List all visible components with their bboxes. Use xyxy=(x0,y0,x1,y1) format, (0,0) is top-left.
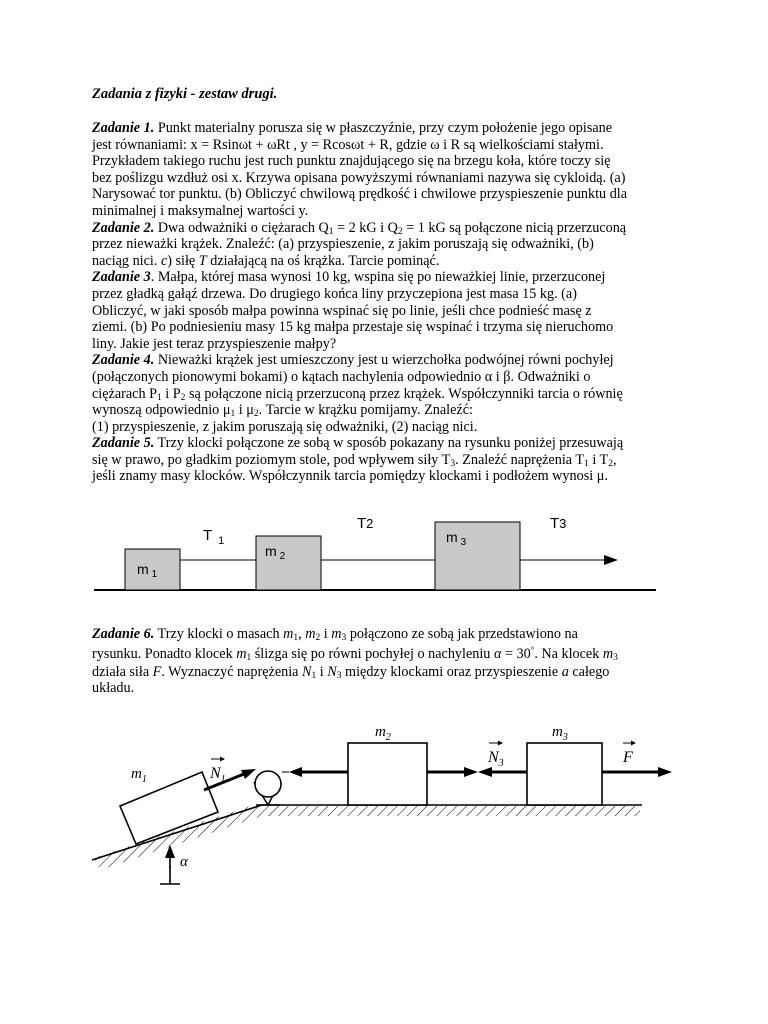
problem-6-text: działa siła xyxy=(92,664,153,680)
var: m xyxy=(236,646,247,662)
problem-6-text: , xyxy=(298,626,306,642)
problem-6-text: . Na klocek xyxy=(534,646,603,662)
problem-6-text: rysunku. Ponadto klocek xyxy=(92,646,237,662)
problem-6-text: i xyxy=(320,626,332,642)
problem-2-text: = 1 kG są połączone nicią przerzuconą xyxy=(402,219,627,236)
block-m2 xyxy=(348,743,427,805)
label-m2 xyxy=(375,724,391,743)
problem-4-text: . Tarcie w krążku pomijamy. Znaleźć: xyxy=(258,402,473,419)
label-subscript: 1 xyxy=(151,569,158,580)
problem-4-text: są połączone nicią przerzuconą przez krążek. Współczynniki tarcia o równię xyxy=(185,385,623,402)
problem-4-text: Nieważki krążek jest umieszczony jest u wierzchołka podwójnej równi pochyłej xyxy=(154,352,614,369)
label-subscript: 1 xyxy=(220,774,226,785)
problem-4-text: ciężarach P xyxy=(92,385,157,402)
problem-1-line-1 xyxy=(92,120,682,137)
problem-6-text xyxy=(92,624,682,696)
vector-arrow-icon xyxy=(631,741,636,746)
label-subscript: 1 xyxy=(141,774,147,785)
subscript: 3 xyxy=(341,633,347,643)
problem-2-line-3 xyxy=(92,253,682,270)
problem-4-line-2: (połączonych pionowymi bokami) o kątach nachylenia odpowiednio α i β. Odważniki o xyxy=(92,368,591,385)
subscript: 1 xyxy=(156,392,162,403)
label-subscript: 1 xyxy=(218,535,225,547)
problem-1-text: Punkt materialny porusza się w płaszczyźnie, przy czym położenie jego opisane xyxy=(154,120,613,136)
label-f: F xyxy=(623,749,633,766)
problem-4-text: wynoszą odpowiednio μ xyxy=(92,402,231,419)
problem-3-label: Zadanie 3 xyxy=(92,269,151,286)
problem-6-text: i xyxy=(316,664,328,680)
label-subscript: 3 xyxy=(562,732,568,743)
problem-2-text: ) siłę xyxy=(167,252,199,269)
problem-2-text: działającą na oś krążka. Tarcie pominąć. xyxy=(206,252,440,269)
problem-2-text: Dwa odważniki o ciężarach Q xyxy=(154,219,329,236)
var: α xyxy=(493,646,502,662)
problem-6-text: Trzy klocki o masach xyxy=(154,626,284,642)
problem-3-text: . Małpa, której masa wynosi 10 kg, wspina się po nieważkiej linie, przerzuconej xyxy=(150,269,606,286)
var: N xyxy=(302,664,312,680)
problem-1-line-6: minimalnej i maksymalnej wartości y. xyxy=(92,202,309,219)
superscript: ° xyxy=(530,645,535,655)
subscript: 1 xyxy=(328,226,334,237)
label-text: m xyxy=(137,561,149,577)
subscript: 1 xyxy=(311,671,317,681)
subscript: 1 xyxy=(293,633,299,643)
subscript: 3 xyxy=(450,458,456,469)
label-text: m xyxy=(552,724,563,740)
problem-5-line-2 xyxy=(92,452,682,469)
problem-2-line-1 xyxy=(92,220,682,237)
problem-1-line-2: jest równaniami: x = Rsinωt + ωRt , y = Rcosωt + R, gdzie ω i R są wielkościami stałymi. xyxy=(92,136,604,153)
problem-3-line-1 xyxy=(92,269,682,286)
var: m xyxy=(305,626,316,642)
subscript: 2 xyxy=(315,633,321,643)
problem-2-text: = 2 kG i Q xyxy=(333,219,398,236)
label-subscript: 3 xyxy=(498,758,504,769)
problem-2-label: Zadanie 2. xyxy=(92,219,155,236)
problem-6-label: Zadanie 6. xyxy=(92,626,155,642)
subscript: 2 xyxy=(253,409,259,420)
arrow-head-icon xyxy=(241,769,256,779)
var: m xyxy=(602,646,614,662)
arrow-head-icon xyxy=(289,767,302,777)
problem-4-line-5: (1) przyspieszenie, z jakim poruszają się odważniki, (2) naciąg nici. xyxy=(92,418,478,435)
label-subscript: 3 xyxy=(460,537,467,548)
label-text: N xyxy=(488,749,499,766)
problem-6-line-3 xyxy=(92,664,682,680)
problem-6-text: całego xyxy=(568,664,610,680)
subscript: 2 xyxy=(397,226,403,237)
label-subscript: 2 xyxy=(279,551,286,562)
problem-1-label: Zadanie 1. xyxy=(92,120,155,136)
problem-5-line-3: jeśli znamy masy klocków. Współczynnik tarcia pomiędzy klockami i podłożem wynosi μ. xyxy=(92,468,608,485)
problems-text xyxy=(92,120,682,485)
problem-5-text: i T xyxy=(588,451,609,468)
problem-5-text: . Znaleźć naprężenia T xyxy=(455,451,585,468)
var: m xyxy=(331,626,342,642)
label-subscript: 2 xyxy=(385,732,391,743)
problem-3-line-2: przez gładką gałąź drzewa. Do drugiego końca liny przyczepiona jest masa 15 kg. (a) xyxy=(92,285,577,302)
var: m xyxy=(283,626,294,642)
label-m1 xyxy=(131,766,147,785)
label-text: m xyxy=(131,766,142,782)
pulley-icon xyxy=(255,771,281,797)
problem-5-text: się w prawo, po gładkim poziomym stole, pod wpływem siły T xyxy=(92,451,451,468)
problem-6-text: = 30 xyxy=(501,646,531,662)
label-text: m xyxy=(446,529,458,545)
vector-arrow-icon xyxy=(498,741,503,746)
arrow-head-icon xyxy=(604,555,618,565)
label-n1 xyxy=(209,765,226,785)
subscript: 1 xyxy=(584,458,589,469)
problem-4-text: i P xyxy=(161,385,181,402)
var: N xyxy=(327,664,337,680)
label-text: T xyxy=(550,515,560,532)
problem-6-text: ślizga się po równi pochyłej o nachyleniu xyxy=(251,646,494,662)
problem-6-line-4: układu. xyxy=(92,680,135,696)
problem-2-text: naciąg nici. xyxy=(92,252,161,269)
vector-arrow-icon xyxy=(220,757,225,762)
label-text: T xyxy=(203,527,213,544)
problem-1-line-3: Przykładem takiego ruchu jest ruch punktu znajdującego się na brzegu koła, które toczy się xyxy=(92,153,611,170)
figure-blocks-on-table xyxy=(0,500,768,610)
subscript: 2 xyxy=(608,458,613,469)
label-subscript: 3 xyxy=(559,516,567,531)
subscript: 1 xyxy=(230,409,236,420)
problem-2-line-2: przez nieważki krążek. Znaleźć: (a) przyspieszenie, z jakim poruszają się odważniki, (b) xyxy=(92,236,594,253)
problem-4-line-3 xyxy=(92,386,682,403)
problem-3-line-4: ziemi. (b) Po podniesieniu masy 15 kg małpa przestaje się wspinać i trzyma się nieruchomo xyxy=(92,319,614,336)
problem-5-text: Trzy klocki połączone ze sobą w sposób pokazany na rysunku poniżej przesuwają xyxy=(154,435,624,452)
label-t1 xyxy=(203,527,224,547)
arrow-head-icon xyxy=(464,767,478,777)
var: F xyxy=(152,664,162,680)
subscript: 3 xyxy=(613,653,618,663)
problem-4-line-1 xyxy=(92,352,682,369)
label-text: T xyxy=(357,515,367,532)
figure-incline-blocks xyxy=(0,708,768,908)
subscript: 3 xyxy=(336,671,342,681)
problem-6-line-1 xyxy=(92,624,682,644)
arrow-head-icon xyxy=(478,767,492,777)
problem-1-line-5: Narysować tor punktu. (b) Obliczyć chwilową prędkość i chwilowe przyspieszenie punktu dla xyxy=(92,186,628,203)
label-alpha: α xyxy=(180,854,188,870)
subscript: 1 xyxy=(246,653,252,663)
label-t3 xyxy=(550,515,566,532)
problem-5-text: , xyxy=(612,451,617,468)
problem-5-label: Zadanie 5. xyxy=(92,435,155,452)
problem-3-line-5: liny. Jakie jest teraz przyspieszenie małpy? xyxy=(92,335,337,352)
problem-4-line-4 xyxy=(92,402,682,419)
problem-2-text: c xyxy=(160,252,168,269)
problem-2-text: T xyxy=(198,252,207,269)
problem-6-text: między klockami oraz przyspieszenie xyxy=(341,664,562,680)
problem-6-text: . Wyznaczyć naprężenia xyxy=(161,664,303,680)
subscript: 2 xyxy=(180,392,186,403)
block-m3 xyxy=(527,743,602,805)
var: a xyxy=(561,664,569,680)
label-m3 xyxy=(552,724,568,743)
problem-4-label: Zadanie 4. xyxy=(92,352,155,369)
arrow-head-icon xyxy=(658,767,672,777)
problem-6-line-2 xyxy=(92,644,682,664)
problem-1-line-4: bez poślizgu wzdłuż osi x. Krzywa opisana powyższymi równaniami nazywa się cykloidą. (a) xyxy=(92,169,626,186)
page-title: Zadania z fizyki - zestaw drugi. xyxy=(92,86,278,102)
problem-6-text: połączono ze sobą jak przedstawiono na xyxy=(346,626,578,642)
problem-3-line-3: Obliczyć, w jaki sposób małpa powinna wspinać się po linie, jeśli chce podnieść masę z xyxy=(92,302,592,319)
problem-4-text: i μ xyxy=(235,402,254,419)
label-t2 xyxy=(357,515,373,532)
label-text: m xyxy=(375,724,386,740)
label-text: m xyxy=(265,543,277,559)
problem-5-line-1 xyxy=(92,435,682,452)
label-n3 xyxy=(487,749,504,769)
label-text: N xyxy=(210,765,221,782)
label-subscript: 2 xyxy=(366,516,374,531)
